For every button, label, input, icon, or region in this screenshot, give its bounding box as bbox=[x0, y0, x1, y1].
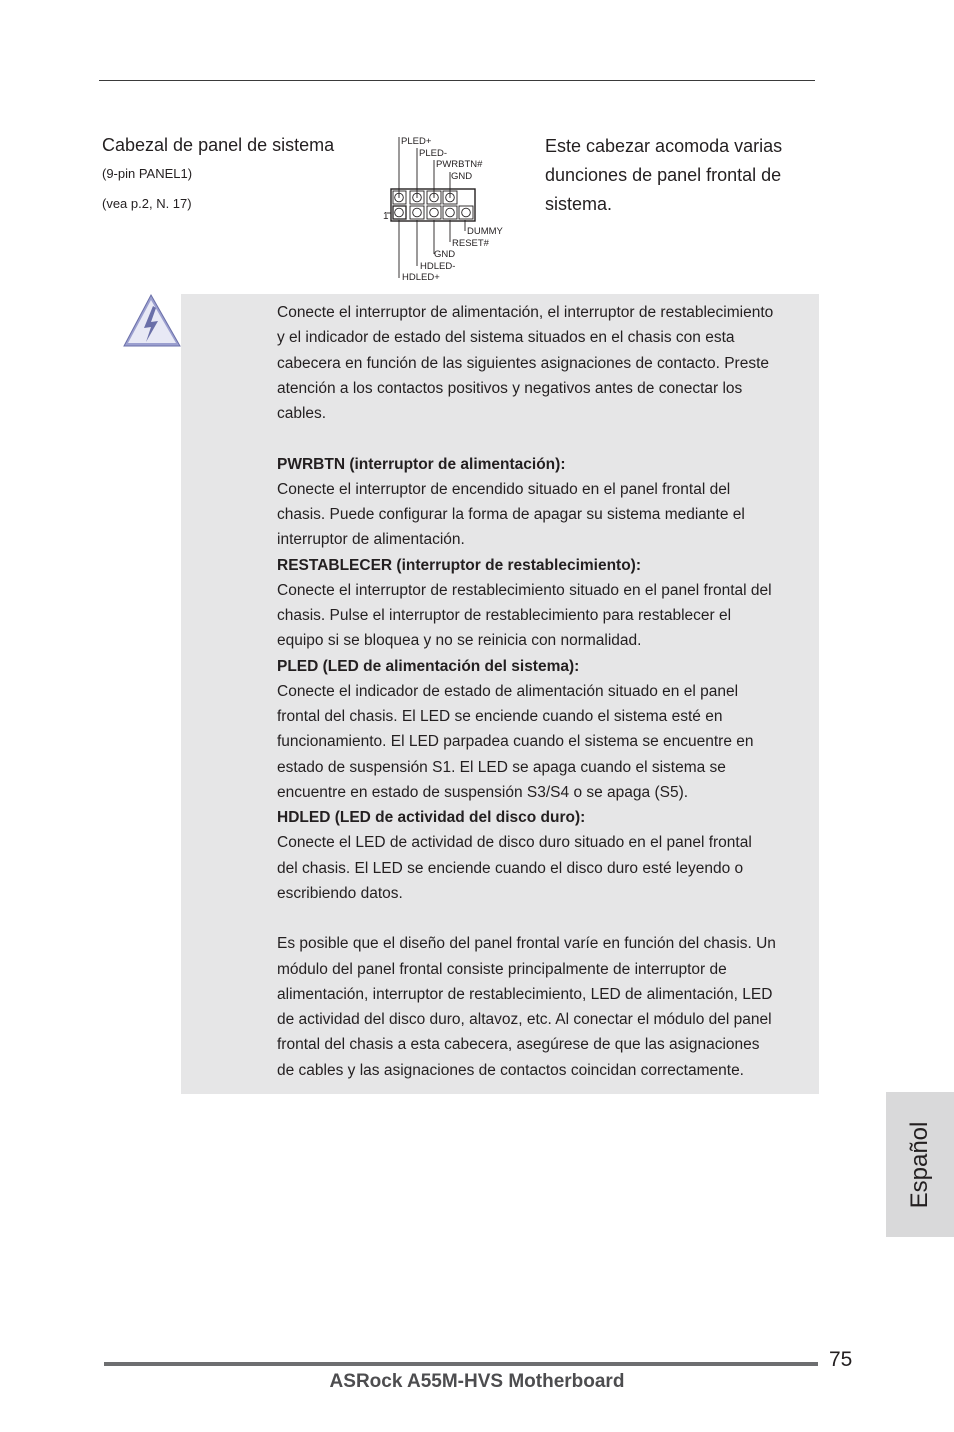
description-line: dunciones de panel frontal de bbox=[545, 165, 782, 185]
header-description bbox=[545, 132, 835, 219]
pin1-marker: 1 bbox=[383, 211, 389, 222]
warning-lightning-icon bbox=[120, 292, 182, 350]
label-pled-plus: PLED+ bbox=[401, 136, 432, 147]
note-line: chasis. Puede configurar la forma de apagar su sistema mediante el bbox=[277, 506, 745, 523]
note-line: Conecte el interruptor de encendido situado en el panel frontal del bbox=[277, 480, 731, 498]
label-pwrbtn: PWRBTN# bbox=[436, 159, 483, 170]
note-line: Conecte el interruptor de restablecimiento situado en el panel frontal del bbox=[277, 581, 772, 599]
pled-heading: PLED (LED de alimentación del sistema): bbox=[277, 657, 580, 675]
section-title: Cabezal de panel de sistema bbox=[102, 135, 335, 155]
note-line: frontal del chasis. El LED se enciende cuando el sistema esté en bbox=[277, 708, 723, 725]
reference-note: (vea p.2, N. 17) bbox=[102, 196, 192, 211]
note-line: interruptor de alimentación. bbox=[277, 531, 465, 549]
label-dummy: DUMMY bbox=[467, 226, 503, 237]
top-rule bbox=[99, 80, 815, 81]
note-line: estado de suspensión S1. El LED se apaga cuando el sistema se bbox=[277, 758, 726, 776]
note-text bbox=[277, 300, 822, 1083]
reset-heading: RESTABLECER (interruptor de restablecimiento): bbox=[277, 556, 642, 574]
hdled-heading: HDLED (LED de actividad del disco duro): bbox=[277, 809, 586, 826]
note-line: atención a los contactos positivos y negativos antes de conectar los bbox=[277, 379, 743, 397]
description-line: sistema. bbox=[545, 194, 613, 214]
panel-header-diagram bbox=[378, 132, 528, 284]
note-line: y el indicador de estado del sistema situados en el chasis con esta bbox=[277, 329, 735, 347]
footer-title: ASRock A55M-HVS Motherboard bbox=[329, 1371, 625, 1392]
note-line: Es posible que el diseño del panel frontal varíe en función del chasis. Un bbox=[277, 935, 776, 953]
pin-count-note: (9-pin PANEL1) bbox=[102, 166, 193, 181]
label-gnd-top: GND bbox=[451, 171, 473, 182]
note-line: encuentre en estado de suspensión S3/S4 o se apaga (S5). bbox=[277, 783, 689, 801]
label-gnd-bottom: GND bbox=[434, 249, 456, 260]
label-reset: RESET# bbox=[452, 238, 489, 249]
note-line: cabecera en función de las siguientes asignaciones de contacto. Preste bbox=[277, 354, 770, 372]
note-line: de actividad del disco duro, altavoz, etc. Al conectar el módulo del panel bbox=[277, 1011, 772, 1028]
note-line: equipo si se bloquea y no se reinicia con normalidad. bbox=[277, 632, 642, 650]
bottom-rule bbox=[104, 1362, 818, 1366]
note-line: alimentación, interruptor de restablecimiento, LED de alimentación, LED bbox=[277, 985, 773, 1003]
note-line: chasis. Pulse el interruptor de restablecimiento para restablecer el bbox=[277, 607, 732, 624]
note-line: funcionamiento. El LED parpadea cuando el sistema se encuentre en bbox=[277, 733, 754, 751]
page-number: 75 bbox=[829, 1348, 853, 1371]
note-line: frontal del chasis a esta cabecera, asegúrese de que las asignaciones bbox=[277, 1036, 760, 1054]
language-tab bbox=[886, 1092, 954, 1237]
pwrbtn-heading: PWRBTN (interruptor de alimentación): bbox=[277, 455, 566, 473]
description-line: Este cabezar acomoda varias bbox=[545, 136, 783, 156]
note-line: Conecte el LED de actividad de disco duro situado en el panel frontal bbox=[277, 834, 752, 852]
label-pled-minus: PLED- bbox=[419, 148, 447, 159]
note-line: Conecte el indicador de estado de alimentación situado en el panel bbox=[277, 682, 739, 700]
label-hdled-minus: HDLED- bbox=[420, 261, 456, 272]
note-line: de cables y las asignaciones de contactos coincidan correctamente. bbox=[277, 1061, 744, 1079]
note-line: escribiendo datos. bbox=[277, 884, 403, 902]
language-tab-label: Español bbox=[906, 1121, 933, 1208]
note-line: módulo del panel frontal consiste principalmente de interruptor de bbox=[277, 960, 727, 978]
note-line: Conecte el interruptor de alimentación, el interruptor de restablecimiento bbox=[277, 304, 774, 321]
note-line: del chasis. El LED se enciende cuando el disco duro esté leyendo o bbox=[277, 859, 744, 877]
note-line: cables. bbox=[277, 405, 327, 422]
label-hdled-plus: HDLED+ bbox=[402, 272, 440, 283]
